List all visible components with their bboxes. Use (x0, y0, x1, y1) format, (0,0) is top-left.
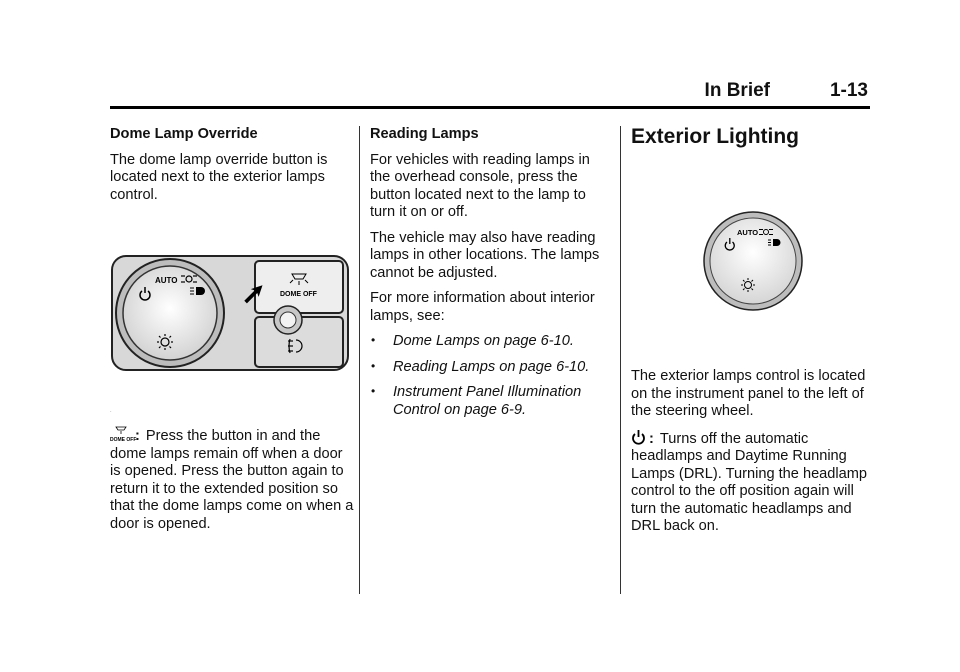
interior-lamps-links (370, 333, 608, 419)
off-description (631, 429, 875, 536)
dome-off-description (110, 426, 354, 533)
column-dome-lamp-override: Dome Lamp Override The dome lamp override button is located next to the exterior lamps control. AUTO DOME OFF · DOME OFF : Press the button in and the dome lamps remain off when a door is opened. Press the button again to return it to the extended position so that the dome lamps come on when a door is opened. (110, 126, 354, 532)
column-exterior-lighting (631, 125, 871, 534)
icon-colon: : (135, 428, 140, 444)
dome-override-intro: The dome lamp override button is located next to the exterior lamps control. (110, 151, 328, 203)
headlamp-icon (768, 239, 781, 246)
dome-off-icon-label: DOME OFF (110, 437, 137, 443)
page-header (110, 76, 870, 109)
dome-off-icon (110, 426, 137, 443)
dome-off-text: Press the button in and the dome lamps remain off when a door is opened. Press the button again to return it to the extended position so that the dome lamps come on when a door is opened. (110, 428, 354, 532)
auto-label: AUTO (737, 228, 759, 237)
section-title: In Brief (704, 80, 770, 101)
link-reading-lamps[interactable]: • Reading Lamps on page 6-10. (370, 359, 608, 377)
off-text: Turns off the automatic headlamps and Daytime Running Lamps (DRL). Turning the headlamp control to the off position again will turn the automatic headlamps and DRL back on. (631, 430, 868, 534)
column-divider (359, 126, 360, 594)
exterior-lamp-control-figure (702, 210, 804, 312)
column-divider (620, 126, 621, 594)
power-icon (631, 429, 646, 445)
reading-lamps-para2: The vehicle may also have reading lamps in other locations. The lamps cannot be adjusted. (370, 229, 600, 281)
reading-lamps-para3: For more information about interior lamps, see: (370, 290, 595, 324)
auto-label: AUTO (155, 276, 178, 285)
page-number: 1-13 (829, 80, 868, 101)
dome-off-button[interactable] (255, 261, 343, 313)
reading-lamps-heading: Reading Lamps (370, 126, 479, 142)
dome-off-label: DOME OFF (280, 291, 317, 298)
exterior-lighting-heading: Exterior Lighting (631, 125, 799, 148)
headlamp-icon (190, 287, 205, 295)
column-reading-lamps (370, 126, 608, 427)
icon-colon: : (649, 430, 654, 447)
exterior-lamps-para1: The exterior lamps control is located on the instrument panel to the left of the steering wheel. (631, 368, 866, 419)
link-instrument-panel[interactable]: • Instrument Panel Illumination Control on page 6-9. (370, 384, 608, 419)
lamp-control-figure (110, 254, 350, 372)
reading-lamps-para1: For vehicles with reading lamps in the overhead console, press the button located next to the lamp to turn it on or off. (370, 151, 590, 220)
link-dome-lamps[interactable]: • Dome Lamps on page 6-10. (370, 333, 608, 351)
dome-lamp-override-heading: Dome Lamp Override (110, 126, 258, 142)
